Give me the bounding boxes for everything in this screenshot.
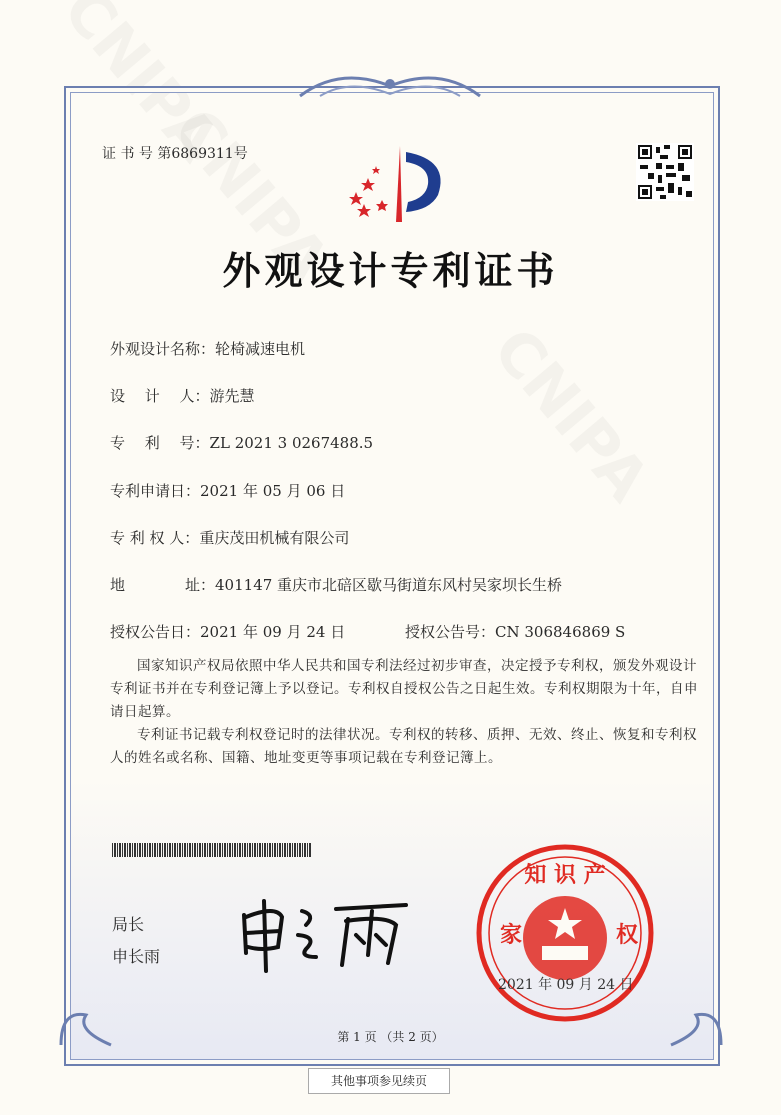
certificate-number: 证 书 号 第6869311号: [102, 146, 248, 162]
field-label: 专利申请日：: [110, 482, 201, 500]
field-label: 专 利 权 人：: [110, 529, 200, 547]
field-grant-number: [405, 621, 625, 642]
field-value: 2021 年 05 月 06 日: [200, 482, 346, 500]
field-value: 重庆茂田机械有限公司: [199, 529, 350, 547]
continuation-note: 其他事项参见续页: [308, 1068, 450, 1094]
handwritten-signature: [236, 895, 416, 975]
field-value: 401147 重庆市北碚区歇马街道东风村吴家坝长生桥: [215, 576, 563, 594]
top-ornament-icon: [290, 66, 490, 106]
svg-text:权: 权: [616, 922, 639, 948]
field-label: 外观设计名称：: [110, 340, 216, 358]
seal-date: 2021 年 09 月 24 日: [498, 977, 634, 993]
svg-text:知 识 产: 知 识 产: [524, 862, 606, 888]
field-address: [110, 574, 562, 595]
field-patentee: [110, 527, 349, 548]
svg-text:家: 家: [500, 922, 523, 948]
legal-paragraph: 专利证书记载专利权登记时的法律状况。专利权的转移、质押、无效、终止、恢复和专利权人的姓名或名称、国籍、地址变更等事项记载在专利登记簿上。: [110, 727, 697, 766]
signatory-name: 申长雨: [112, 947, 161, 966]
field-label: 授权公告日：: [110, 623, 201, 641]
field-application-date: [110, 480, 345, 501]
page-number: 第 1 页 （共 2 页）: [337, 1030, 444, 1044]
certificate-title: 外观设计专利证书: [222, 248, 559, 293]
field-label: 授权公告号：: [405, 623, 496, 641]
field-value: 2021 年 09 月 24 日: [200, 623, 346, 641]
field-design-name: [110, 338, 305, 359]
field-value: 轮椅减速电机: [215, 340, 306, 358]
field-label: 专 利 号：: [110, 434, 210, 452]
field-value: CN 306846869 S: [495, 623, 626, 641]
field-value: 游先慧: [209, 387, 255, 405]
barcode: [112, 843, 312, 857]
official-seal: [474, 842, 656, 1024]
cnipa-emblem-logo: [338, 140, 458, 230]
signatory-role: 局长: [112, 915, 145, 934]
field-patent-number: [110, 432, 373, 453]
legal-paragraph: 国家知识产权局依照中华人民共和国专利法经过初步审查，决定授予专利权，颁发外观设计专利证书并在专利登记簿上予以登记。专利权自授权公告之日起生效。专利权期限为十年，自申请日起算。: [110, 658, 698, 720]
field-designer: [110, 385, 255, 406]
qr-code: [636, 143, 694, 201]
field-label: 设 计 人：: [110, 387, 210, 405]
field-grant-date: [110, 621, 345, 642]
field-label: 地 址：: [110, 576, 216, 594]
field-value: ZL 2021 3 0267488.5: [209, 434, 374, 452]
